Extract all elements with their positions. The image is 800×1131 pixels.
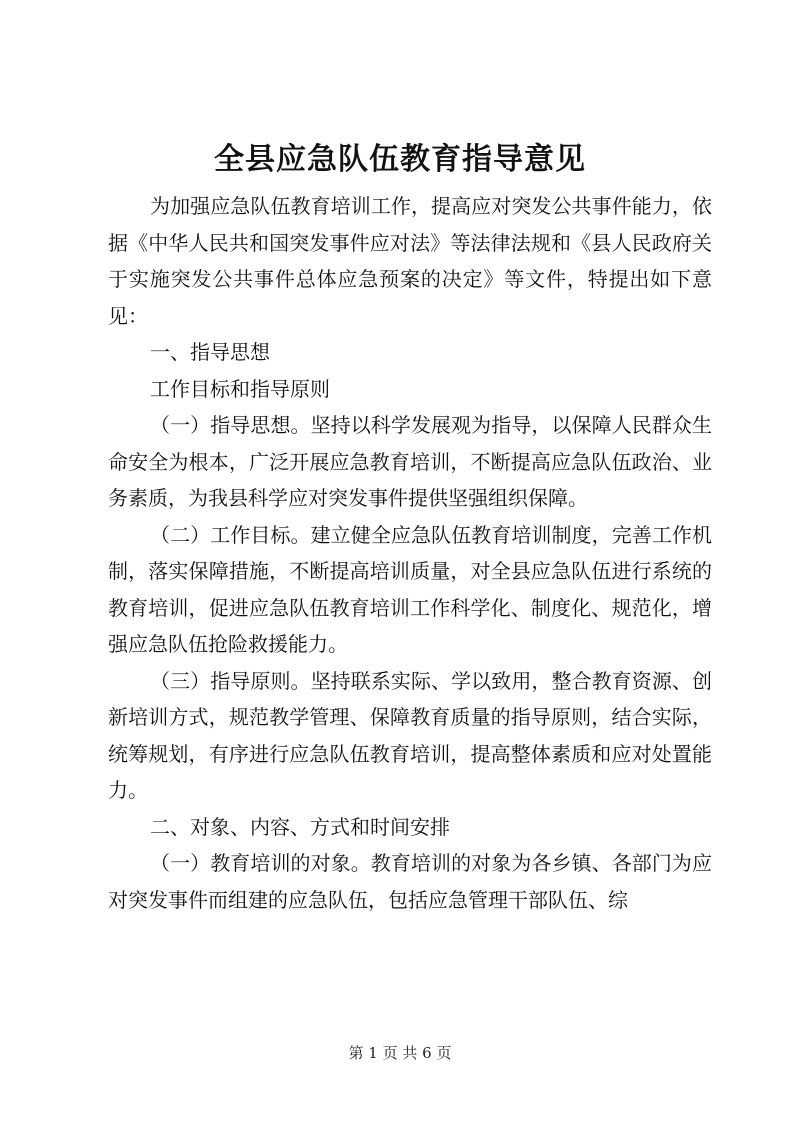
page-number-footer: 第 1 页 共 6 页 (348, 1044, 452, 1062)
paragraph-training-objects: （一）教育培训的对象。教育培训的对象为各乡镇、各部门为应对突发事件而组建的应急队伍，包括应急管理干部队伍、综 (108, 851, 712, 912)
paragraph-guiding-thought: （一）指导思想。坚持以科学发展观为指导，以保障人民群众生命安全为根本，广泛开展应急教育培训，不断提高应急队伍政治、业务素质，为我县科学应对突发事件提供坚强组织保障。 (108, 413, 712, 510)
document-title: 全县应急队伍教育指导意见 (214, 142, 586, 177)
section-heading-objects-content: 二、对象、内容、方式和时间安排 (150, 814, 450, 839)
paragraph-guiding-principles: （三）指导原则。坚持联系实际、学以致用，整合教育资源、创新培训方式，规范教学管理、保障教育质量的指导原则，结合实际，统筹规划，有序进行应急队伍教育培训，提高整体素质和应对处置能力。 (108, 668, 712, 802)
paragraph-work-goals: （二）工作目标。建立健全应急队伍教育培训制度，完善工作机制，落实保障措施，不断提高培训质量，对全县应急队伍进行系统的教育培训，促进应急队伍教育培训工作科学化、制度化、规范化，增强应急队伍抢险救援能力。 (108, 522, 712, 656)
document-body (108, 188, 712, 918)
section-heading-guiding-thought: 一、指导思想 (150, 340, 270, 364)
section-subheading-goals-principles: 工作目标和指导原则 (150, 376, 330, 401)
intro-paragraph: 为加强应急队伍教育培训工作，提高应对突发公共事件能力，依据《中华人民共和国突发事件应对法》等法律法规和《县人民政府关于实施突发公共事件总体应急预案的决定》等文件，特提出如下意见： (108, 194, 712, 328)
